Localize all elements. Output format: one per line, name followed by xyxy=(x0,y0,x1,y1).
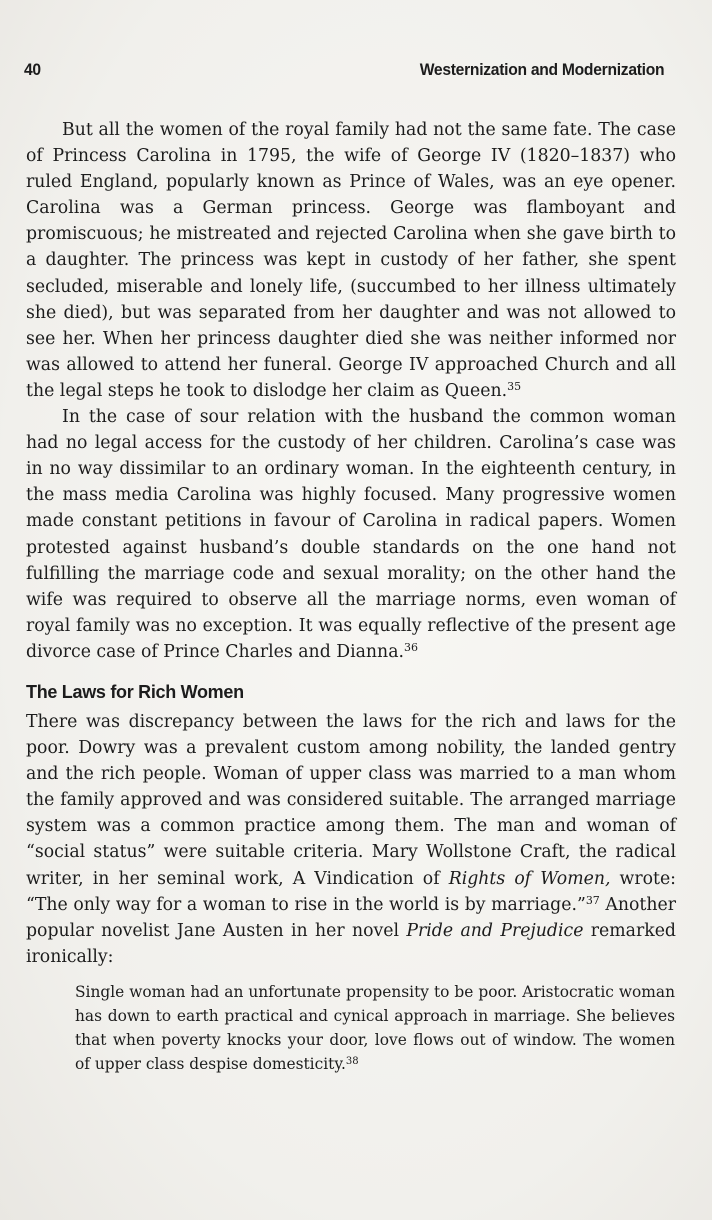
paragraph-rich-women xyxy=(26,709,676,970)
block-quote xyxy=(75,980,675,1076)
paragraph-text: But all the women of the royal family had not the same fate. The case of Princess Carolina in 1795, the wife of George IV (1820–1837) who ruled England, popularly known as Prince of Wales, was an eye opener. Carolina was a German princess. George was flamboyant and promiscuous; he mistreated and rejected Carolina when she gave birth to a daughter. The princess was kept in custody of her father, she spent secluded, miserable and lonely life, (succumbed to her illness ultimately she died), but was separated from her daughter and was not allowed to see her. When her princess daughter died she was neither informed nor was allowed to attend her funeral. George IV approached Church and all the legal steps he took to dislodge her claim as Queen. xyxy=(26,120,676,401)
paragraph-custody xyxy=(26,404,676,665)
footnote-ref: 36 xyxy=(404,640,418,654)
section-heading: The Laws for Rich Women xyxy=(26,681,244,702)
paragraph-text: Another popular novelist Jane Austen in her novel xyxy=(26,894,676,941)
book-title: Pride and Prejudice xyxy=(406,920,584,941)
paragraph-text: wrote: “The only way for a woman to rise in the world is by marriage.” xyxy=(26,868,676,915)
page-body xyxy=(26,117,676,1076)
footnote-ref: 38 xyxy=(345,1055,359,1067)
page-header xyxy=(24,60,665,84)
paragraph-text: In the case of sour relation with the husband the common woman had no legal access for the custody of her children. Carolina’s case was in no way dissimilar to an ordinary woman. In the eighteenth century, in the mass media Carolina was highly focused. Many progressive women made constant petitions in favour of Carolina in radical papers. Women protested against husband’s double standards on the one hand not fulfilling the marriage code and sexual morality; on the other hand the wife was required to observe all the marriage norms, even woman of royal family was no exception. It was equally reflective of the present age divorce case of Prince Charles and Dianna. xyxy=(26,407,676,662)
running-title: Westernization and Modernization xyxy=(419,60,665,79)
footnote-ref: 37 xyxy=(585,893,600,907)
page-number: 40 xyxy=(24,60,41,79)
paragraph-carolina-case xyxy=(26,117,676,404)
book-title: Rights of Women, xyxy=(448,868,611,889)
paragraph-text: remarked ironically: xyxy=(26,920,676,967)
paragraph-text: There was discrepancy between the laws for the rich and laws for the poor. Dowry was a prevalent custom among nobility, the landed gentry and the rich people. Woman of upper class was married to a man whom the family approved and was considered suitable. The arranged marriage system was a common practice among them. The man and woman of “social status” were suitable criteria. Mary Wollstone Craft, the radical writer, in her seminal work, A Vindication of xyxy=(26,711,676,889)
quote-text: Single woman had an unfortunate propensity to be poor. Aristocratic woman has down to earth practical and cynical approach in marriage. She believes that when poverty knocks your door, love flows out of window. The women of upper class despise domesticity. xyxy=(75,982,675,1073)
footnote-ref: 35 xyxy=(507,379,522,393)
